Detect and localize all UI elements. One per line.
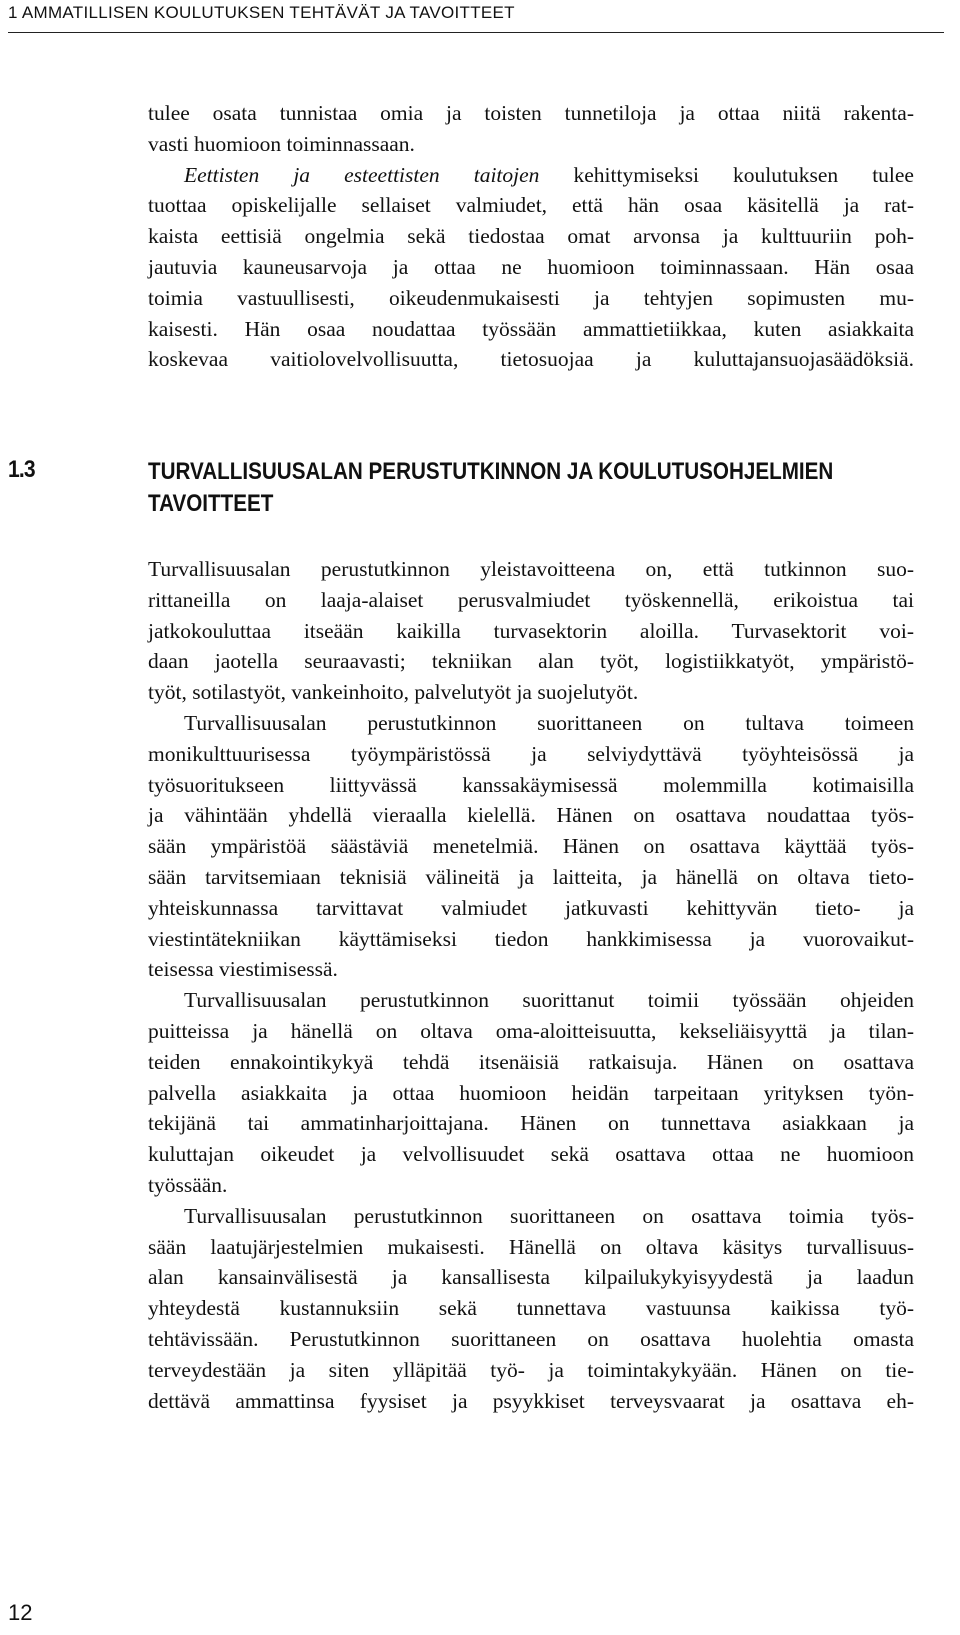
running-head: 1 AMMATILLISEN KOULUTUKSEN TEHTÄVÄT JA TAVOITTEET bbox=[8, 3, 515, 22]
italic-lead: Eettisten ja esteettisten taitojen bbox=[184, 162, 540, 187]
text-line: monikulttuurisessa työympäristössä ja selviydyttävä työyhteisössä ja bbox=[148, 741, 914, 766]
text-line: yhteiskunnassa tarvittavat valmiudet jatkuvasti kehittyvän tieto- ja bbox=[148, 895, 914, 920]
text-line: dettävä ammattinsa fyysiset ja psyykkiset terveysvaarat ja osattava eh- bbox=[148, 1388, 914, 1413]
text-line: sään ympäristöä säästäviä menetelmiä. Hänen on osattava käyttää työs- bbox=[148, 834, 914, 859]
text-line: työt, sotilastyöt, vankeinhoito, palvelutyöt ja suojelutyöt. bbox=[148, 680, 639, 705]
text-line: kaista eettisiä ongelmia sekä tiedostaa omat arvonsa ja kulttuuriin poh- bbox=[148, 224, 914, 249]
text-line: teiden ennakointikykyä tehdä itsenäisiä ratkaisuja. Hänen on osattava bbox=[148, 1049, 914, 1074]
text-line: ja vähintään yhdellä vieraalla kielellä. Hänen on osattava noudattaa työs- bbox=[148, 803, 914, 828]
text-line: sään laatujärjestelmien mukaisesti. Hänellä on oltava käsitys turvallisuus- bbox=[148, 1234, 914, 1259]
text-line: kuluttajan oikeudet ja velvollisuudet sekä osattava ottaa ne huomioon bbox=[148, 1142, 914, 1167]
text-line: yhteydestä kustannuksiin sekä tunnettava vastuunsa kaikissa työ- bbox=[148, 1296, 914, 1321]
section-title-line: TURVALLISUUSALAN PERUSTUTKINNON JA KOULUTUSOHJELMIEN bbox=[148, 458, 834, 485]
text-line: koskevaa vaitiolovelvollisuutta, tietosuojaa ja kuluttajansuojasäädöksiä. bbox=[148, 347, 914, 372]
text-line: daan jaotella seuraavasti; tekniikan alan työt, logistiikkatyöt, ympäristö- bbox=[148, 649, 914, 674]
text-line: tulee osata tunnistaa omia ja toisten tunnetiloja ja ottaa niitä rakenta- bbox=[148, 101, 914, 125]
text-line: kaisesti. Hän osaa noudattaa työssään ammattietiikkaa, kuten asiakkaita bbox=[148, 316, 914, 341]
text-line: terveydestään ja siten ylläpitää työ- ja toimintakykyään. Hänen on tie- bbox=[148, 1357, 914, 1382]
header-rule bbox=[8, 32, 944, 33]
section-title bbox=[148, 456, 834, 520]
text-line: työssään. bbox=[148, 1172, 228, 1197]
text-line: tehtävissään. Perustutkinnon suorittaneen on osattava huolehtia omasta bbox=[148, 1326, 914, 1351]
text-line: viestintätekniikan käyttämiseksi tiedon hankkimisessa ja vuorovaikut- bbox=[148, 926, 914, 951]
text-line: vasti huomioon toiminnassaan. bbox=[148, 131, 415, 156]
text-line: alan kansainvälisestä ja kansallisesta kilpailukykyisyydestä ja laadun bbox=[148, 1265, 914, 1290]
text-line: Turvallisuusalan perustutkinnon suorittanut toimii työssään ohjeiden bbox=[184, 988, 914, 1013]
text-line: sään tarvitsemiaan teknisiä välineitä ja laitteita, ja hänellä on oltava tieto- bbox=[148, 864, 914, 889]
text-fragment: kehittymiseksi koulutuksen tulee bbox=[539, 162, 914, 187]
text-line bbox=[148, 160, 914, 191]
text-line: työsuoritukseen liittyvässä kanssakäymisessä molemmilla kotimaisilla bbox=[148, 772, 914, 797]
page-number: 12 bbox=[8, 1600, 33, 1625]
text-line: palvella asiakkaita ja ottaa huomioon heidän tarpeitaan yrityksen työn- bbox=[148, 1080, 914, 1105]
text-line: toimia vastuullisesti, oikeudenmukaisesti ja tehtyjen sopimusten mu- bbox=[148, 285, 914, 310]
text-line: tekijänä tai ammatinharjoittajana. Hänen on tunnettava asiakkaan ja bbox=[148, 1111, 914, 1136]
section-number: 1.3 bbox=[8, 456, 35, 483]
text-line: puitteissa ja hänellä on oltava oma-aloitteisuutta, kekseliäisyyttä ja tilan- bbox=[148, 1018, 914, 1043]
text-line: jautuvia kauneusarvoja ja ottaa ne huomioon toiminnassaan. Hän osaa bbox=[148, 254, 914, 279]
text-line: Turvallisuusalan perustutkinnon suorittaneen on tultava toimeen bbox=[184, 710, 914, 735]
text-line: Turvallisuusalan perustutkinnon yleistavoitteena on, että tutkinnon suo- bbox=[148, 557, 914, 581]
text-line: tuottaa opiskelijalle sellaiset valmiudet, että hän osaa käsitellä ja rat- bbox=[148, 193, 914, 218]
text-line: Turvallisuusalan perustutkinnon suorittaneen on osattava toimia työs- bbox=[184, 1203, 914, 1228]
text-line: rittaneilla on laaja-alaiset perusvalmiudet työskennellä, erikoistua tai bbox=[148, 587, 914, 612]
section-title-line: TAVOITTEET bbox=[148, 490, 274, 517]
text-line: teisessa viestimisessä. bbox=[148, 957, 338, 982]
intro-paragraph bbox=[148, 98, 914, 375]
body-text bbox=[148, 554, 914, 1416]
text-line: jatkokouluttaa itseään kaikilla turvasektorin aloilla. Turvasektorit voi- bbox=[148, 618, 914, 643]
